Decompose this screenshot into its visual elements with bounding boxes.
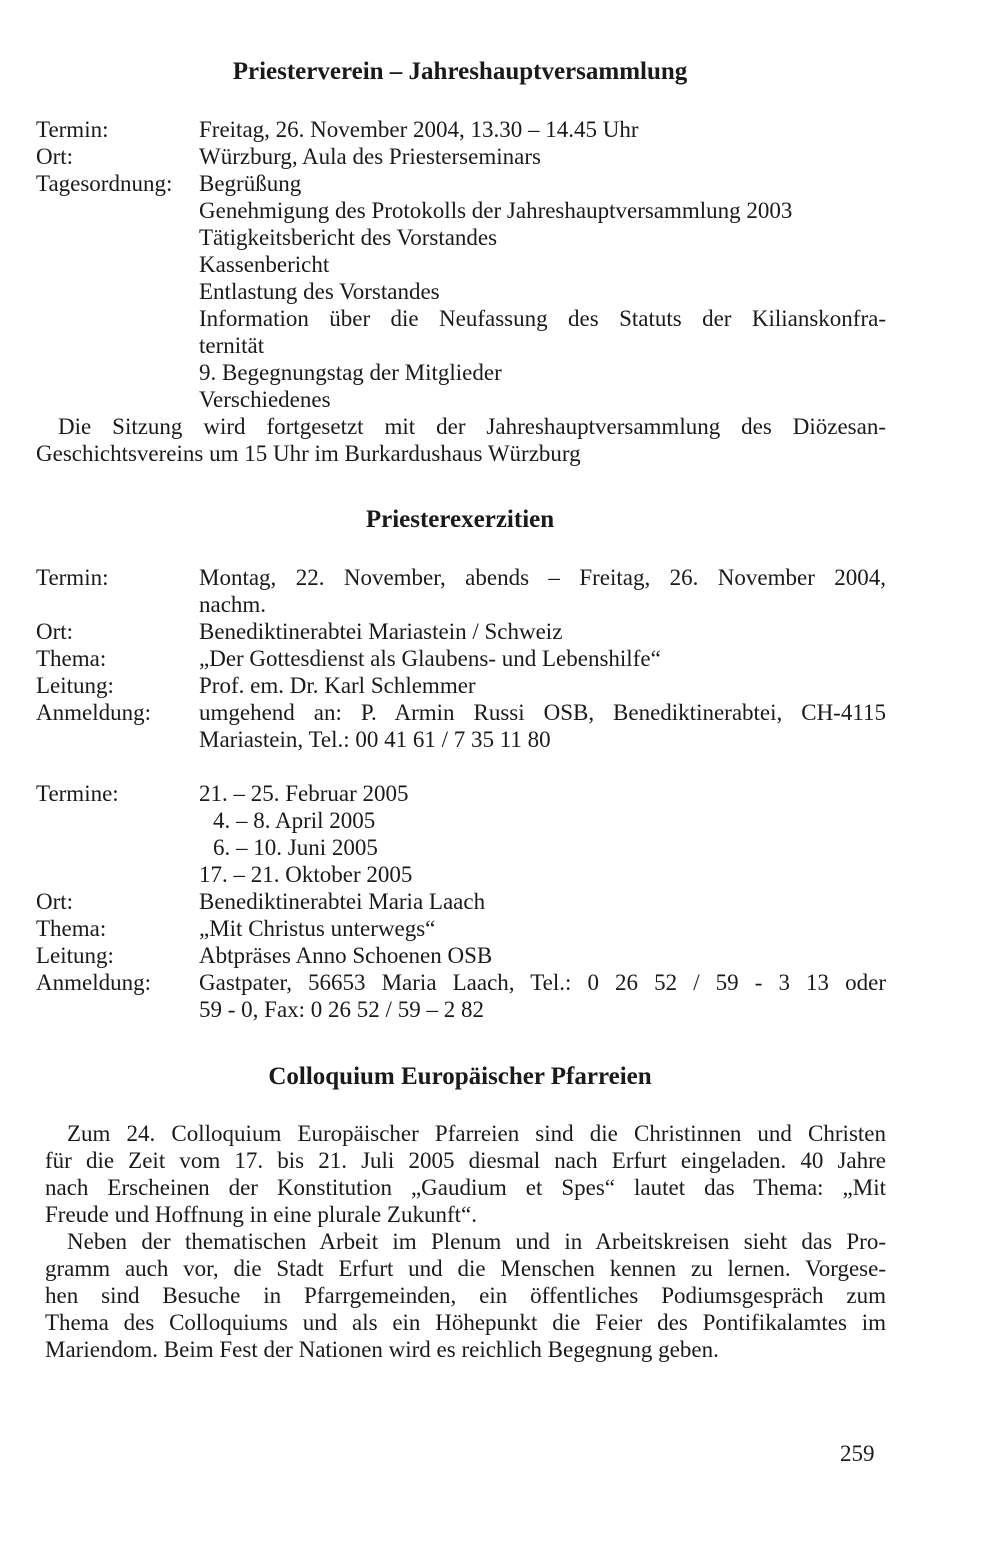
thema-label: Thema: xyxy=(36,916,107,941)
page-number: 259 xyxy=(840,1441,875,1466)
ort-row xyxy=(36,618,886,645)
paragraph-line: für die Zeit vom 17. bis 21. Juli 2005 diesmal nach Erfurt eingeladen. 40 Jahre xyxy=(45,1148,886,1173)
paragraph-line: Zum 24. Colloquium Europäischer Pfarreien sind die Christinnen und Christen xyxy=(67,1121,886,1146)
termine-item: 4. – 8. April 2005 xyxy=(213,808,376,833)
paragraph-line: nach Erscheinen der Konstitution „Gaudium et Spes“ lautet das Thema: „Mit xyxy=(45,1175,886,1200)
termine-row xyxy=(36,780,886,888)
ort-row xyxy=(36,888,886,915)
termin-line: Montag, 22. November, abends – Freitag, 26. November 2004, xyxy=(199,565,886,590)
agenda-item: Genehmigung des Protokolls der Jahreshauptversammlung 2003 xyxy=(199,198,793,223)
paragraph-line: Thema des Colloquiums und als ein Höhepunkt die Feier des Pontifikalamtes im xyxy=(45,1310,886,1335)
termin-row xyxy=(36,564,886,618)
thema-row xyxy=(36,645,886,672)
ort-value: Benediktinerabtei Maria Laach xyxy=(199,889,486,914)
tagesordnung-label: Tagesordnung: xyxy=(36,171,173,196)
exerzitien-maria-laach xyxy=(36,780,886,1023)
thema-row xyxy=(36,915,886,942)
agenda-item: Entlastung des Vorstandes xyxy=(199,279,440,304)
agenda-item: Kassenbericht xyxy=(199,252,330,277)
anmeldung-row xyxy=(36,699,886,753)
paragraph-line: hen sind Besuche in Pfarrgemeinden, ein öffentliches Podiumsgespräch zum xyxy=(45,1283,886,1308)
ort-label: Ort: xyxy=(36,619,74,644)
ort-label: Ort: xyxy=(36,889,74,914)
anmeldung-line: Mariastein, Tel.: 00 41 61 / 7 35 11 80 xyxy=(199,727,551,752)
section-title-priesterexerzitien: Priesterexerzitien xyxy=(365,506,555,533)
anmeldung-line: 59 - 0, Fax: 0 26 52 / 59 – 2 82 xyxy=(199,997,484,1022)
anmeldung-label: Anmeldung: xyxy=(36,700,151,725)
termine-item: 6. – 10. Juni 2005 xyxy=(213,835,378,860)
ort-value: Benediktinerabtei Mariastein / Schweiz xyxy=(199,619,563,644)
termin-row xyxy=(36,116,886,143)
paragraph-line: Mariendom. Beim Fest der Nationen wird es reichlich Begegnung geben. xyxy=(45,1337,719,1362)
agenda-item: Information über die Neufassung des Statuts der Kilianskonfra- xyxy=(199,306,886,331)
termin-value xyxy=(199,564,886,618)
thema-value: „Der Gottesdienst als Glaubens- und Lebenshilfe“ xyxy=(199,646,661,671)
termine-label: Termine: xyxy=(36,781,119,806)
termin-label: Termin: xyxy=(36,565,109,590)
leitung-label: Leitung: xyxy=(36,673,114,698)
leitung-value: Prof. em. Dr. Karl Schlemmer xyxy=(199,673,476,698)
session-note-line: Die Sitzung wird fortgesetzt mit der Jahreshauptversammlung des Diözesan- xyxy=(58,414,886,439)
agenda-item: ternität xyxy=(199,333,265,358)
termine-item: 17. – 21. Oktober 2005 xyxy=(199,862,413,887)
thema-label: Thema: xyxy=(36,646,107,671)
anmeldung-label: Anmeldung: xyxy=(36,970,151,995)
leitung-label: Leitung: xyxy=(36,943,114,968)
agenda-item: Tätigkeitsbericht des Vorstandes xyxy=(199,225,498,250)
agenda-list xyxy=(199,170,886,413)
paragraph-line: gramm auch vor, die Stadt Erfurt und die Menschen kennen zu lernen. Vorgese- xyxy=(45,1256,886,1281)
section-title-colloquium: Colloquium Europäischer Pfarreien xyxy=(268,1063,652,1090)
termin-value: Freitag, 26. November 2004, 13.30 – 14.45 Uhr xyxy=(199,117,639,142)
leitung-row xyxy=(36,672,886,699)
termin-line: nachm. xyxy=(199,592,267,617)
ort-label: Ort: xyxy=(36,144,74,169)
session-note-line: Geschichtsvereins um 15 Uhr im Burkardushaus Würzburg xyxy=(36,441,581,466)
agenda-item: Begrüßung xyxy=(199,171,302,196)
termine-item: 21. – 25. Februar 2005 xyxy=(199,781,409,806)
ort-value: Würzburg, Aula des Priesterseminars xyxy=(199,144,541,169)
tagesordnung-row xyxy=(36,170,886,413)
anmeldung-row xyxy=(36,969,886,1023)
agenda-item: 9. Begegnungstag der Mitglieder xyxy=(199,360,502,385)
colloquium-paragraph-1 xyxy=(45,1120,886,1228)
agenda-item: Verschiedenes xyxy=(199,387,331,412)
priesterverein-details xyxy=(36,116,886,467)
exerzitien-mariastein xyxy=(36,564,886,753)
leitung-value: Abtpräses Anno Schoenen OSB xyxy=(199,943,493,968)
termin-label: Termin: xyxy=(36,117,109,142)
section-title-priesterverein: Priesterverein – Jahreshauptversammlung xyxy=(232,58,688,85)
termine-list xyxy=(199,780,886,888)
anmeldung-value xyxy=(199,969,886,1023)
colloquium-paragraph-2 xyxy=(45,1228,886,1363)
paragraph-line: Freude und Hoffnung in eine plurale Zukunft“. xyxy=(45,1202,477,1227)
ort-row xyxy=(36,143,886,170)
thema-value: „Mit Christus unterwegs“ xyxy=(199,916,436,941)
paragraph-line: Neben der thematischen Arbeit im Plenum und in Arbeitskreisen sieht das Pro- xyxy=(67,1229,886,1254)
leitung-row xyxy=(36,942,886,969)
anmeldung-line: umgehend an: P. Armin Russi OSB, Benediktinerabtei, CH-4115 xyxy=(199,700,886,725)
anmeldung-line: Gastpater, 56653 Maria Laach, Tel.: 0 26 52 / 59 - 3 13 oder xyxy=(199,970,886,995)
anmeldung-value xyxy=(199,699,886,753)
